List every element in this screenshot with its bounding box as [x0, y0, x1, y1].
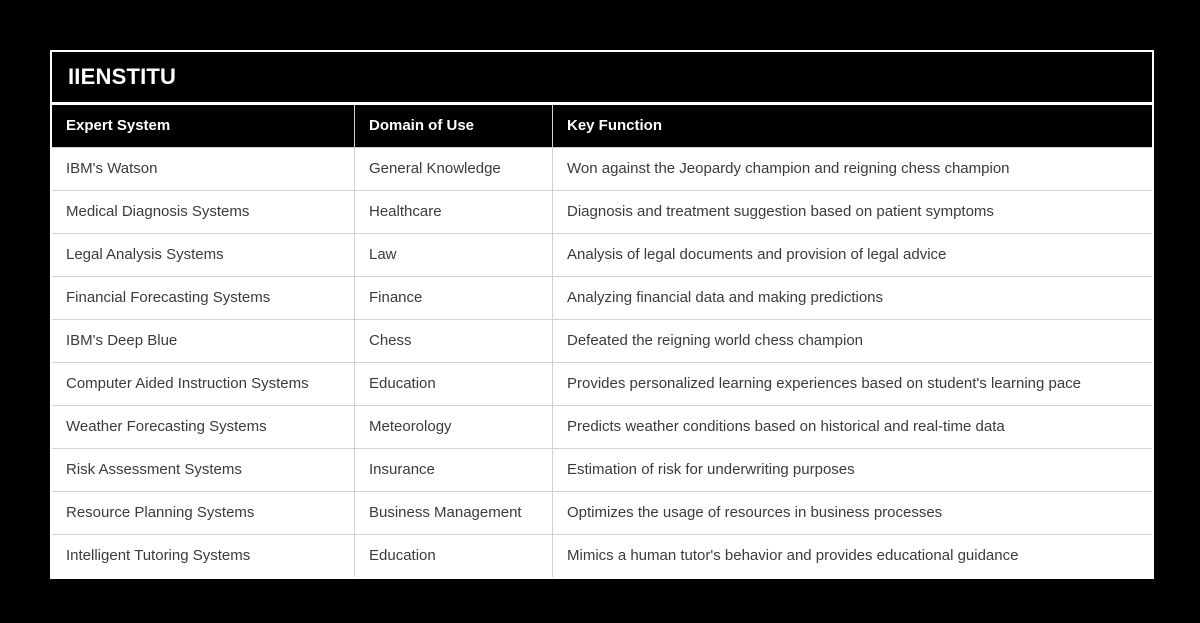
table-row — [52, 363, 1152, 406]
table-header — [52, 105, 1152, 148]
cell-key-function: Analyzing financial data and making predictions — [553, 277, 1153, 320]
cell-expert-system: Financial Forecasting Systems — [52, 277, 355, 320]
cell-expert-system: Computer Aided Instruction Systems — [52, 363, 355, 406]
table-row — [52, 191, 1152, 234]
brand-title: IIENSTITU — [52, 52, 1152, 105]
cell-key-function: Mimics a human tutor's behavior and provides educational guidance — [553, 535, 1153, 578]
table-row — [52, 320, 1152, 363]
cell-domain: Education — [355, 363, 553, 406]
cell-key-function: Won against the Jeopardy champion and reigning chess champion — [553, 148, 1153, 191]
cell-domain: Insurance — [355, 449, 553, 492]
cell-domain: General Knowledge — [355, 148, 553, 191]
cell-domain: Law — [355, 234, 553, 277]
cell-domain: Healthcare — [355, 191, 553, 234]
column-header-domain-of-use: Domain of Use — [355, 105, 553, 148]
cell-expert-system: Medical Diagnosis Systems — [52, 191, 355, 234]
cell-expert-system: Risk Assessment Systems — [52, 449, 355, 492]
cell-domain: Education — [355, 535, 553, 578]
table-body — [52, 148, 1152, 578]
expert-systems-table — [52, 105, 1152, 577]
cell-key-function: Diagnosis and treatment suggestion based on patient symptoms — [553, 191, 1153, 234]
cell-domain: Meteorology — [355, 406, 553, 449]
header-row — [52, 105, 1152, 148]
table-row — [52, 535, 1152, 578]
cell-key-function: Defeated the reigning world chess champion — [553, 320, 1153, 363]
column-header-expert-system: Expert System — [52, 105, 355, 148]
table-row — [52, 148, 1152, 191]
cell-expert-system: Resource Planning Systems — [52, 492, 355, 535]
cell-expert-system: Legal Analysis Systems — [52, 234, 355, 277]
cell-expert-system: Intelligent Tutoring Systems — [52, 535, 355, 578]
cell-domain: Business Management — [355, 492, 553, 535]
cell-key-function: Optimizes the usage of resources in business processes — [553, 492, 1153, 535]
table-row — [52, 234, 1152, 277]
expert-systems-table-frame — [50, 50, 1154, 579]
cell-key-function: Analysis of legal documents and provision of legal advice — [553, 234, 1153, 277]
table-row — [52, 449, 1152, 492]
cell-key-function: Provides personalized learning experiences based on student's learning pace — [553, 363, 1153, 406]
table-row — [52, 492, 1152, 535]
cell-key-function: Predicts weather conditions based on historical and real-time data — [553, 406, 1153, 449]
table-row — [52, 406, 1152, 449]
column-header-key-function: Key Function — [553, 105, 1153, 148]
cell-expert-system: Weather Forecasting Systems — [52, 406, 355, 449]
cell-domain: Finance — [355, 277, 553, 320]
cell-domain: Chess — [355, 320, 553, 363]
cell-expert-system: IBM's Watson — [52, 148, 355, 191]
cell-expert-system: IBM's Deep Blue — [52, 320, 355, 363]
table-row — [52, 277, 1152, 320]
cell-key-function: Estimation of risk for underwriting purposes — [553, 449, 1153, 492]
